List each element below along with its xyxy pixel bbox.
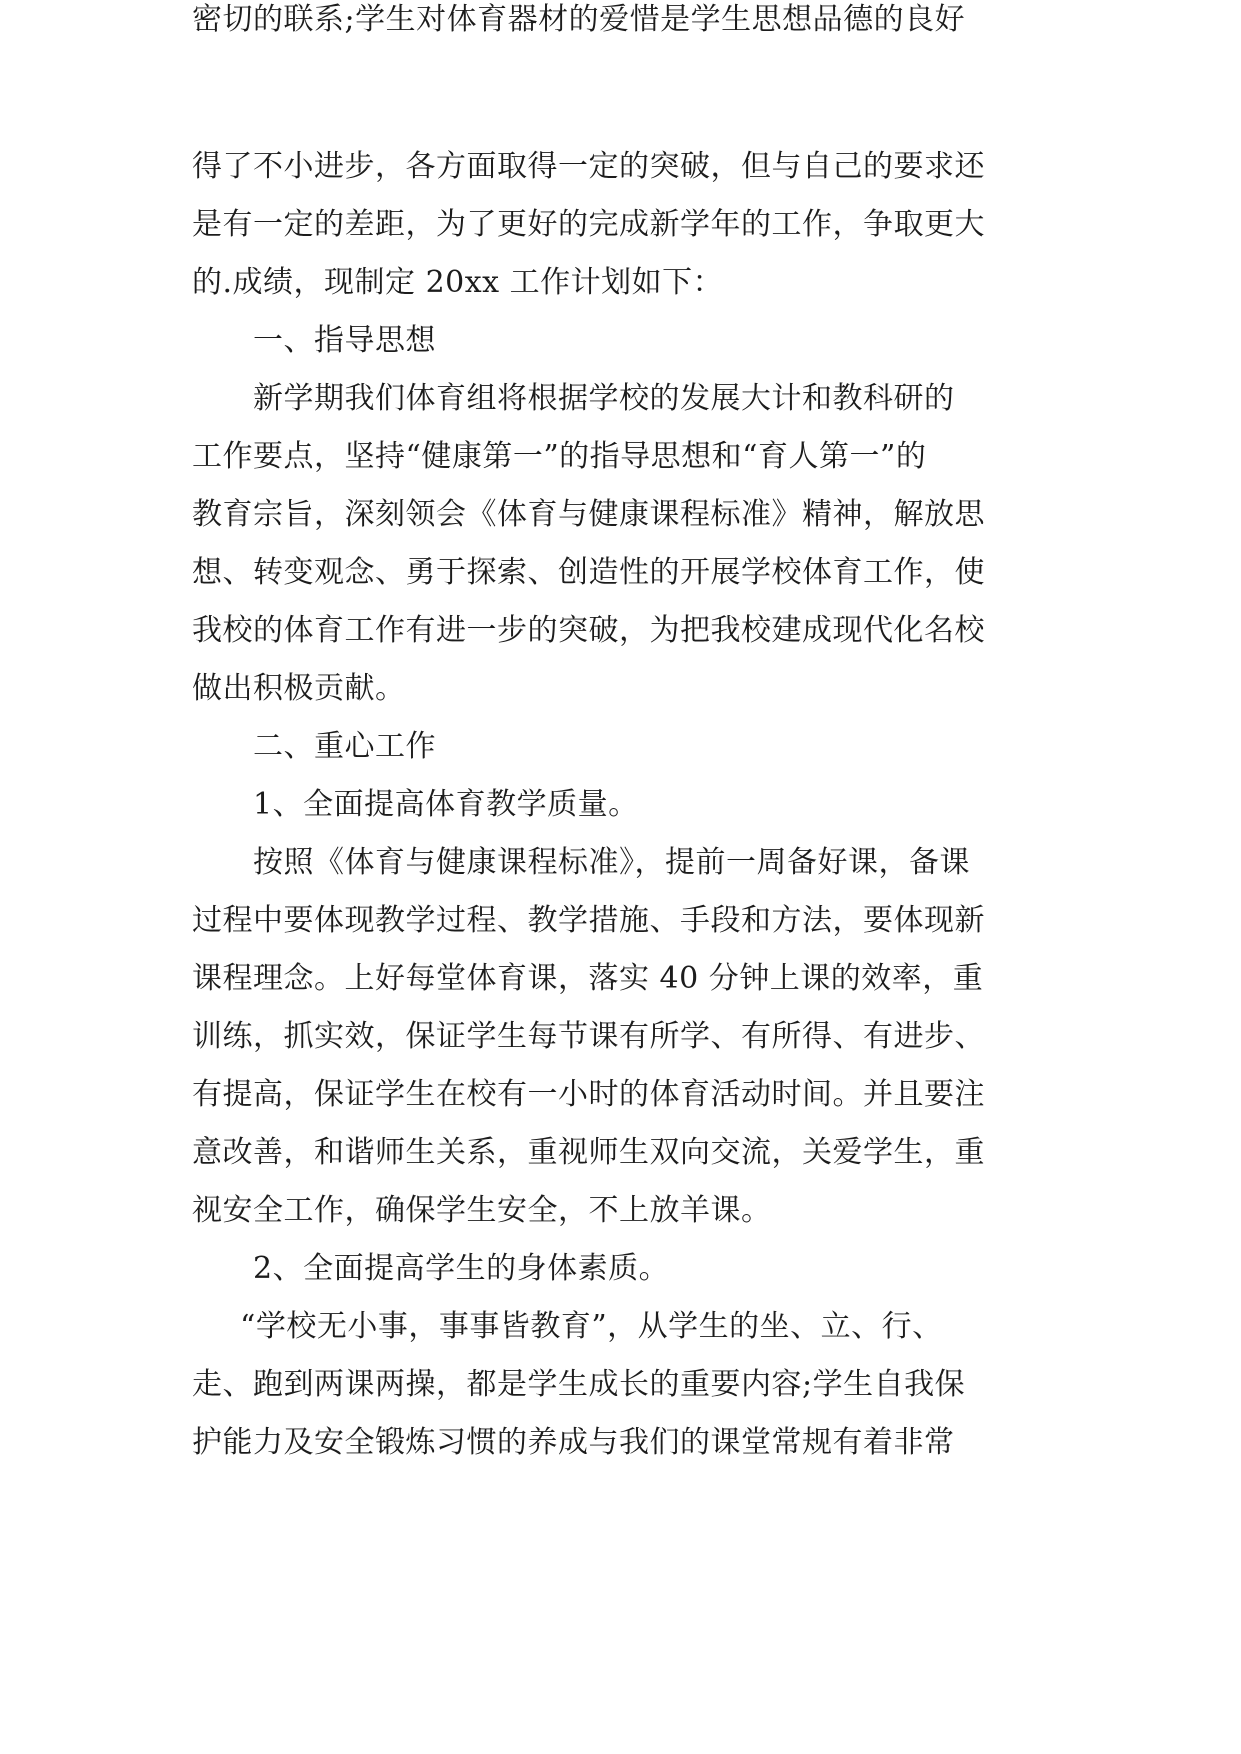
section-heading: 一、指导思想 [253, 323, 436, 358]
section-heading: 二、重心工作 [253, 729, 436, 764]
paragraph-line: “学校无小事，事事皆教育”，从学生的坐、立、行、 [240, 1309, 943, 1344]
paragraph-line: 工作要点，坚持“健康第一”的指导思想和“育人第一”的 [192, 439, 927, 474]
paragraph-line: 走、跑到两课两操，都是学生成长的重要内容;学生自我保 [192, 1367, 966, 1402]
paragraph-line: 做出积极贡献。 [192, 671, 406, 706]
subsection-heading: 2、全面提高学生的身体素质。 [253, 1251, 670, 1286]
paragraph-line: 有提高，保证学生在校有一小时的体育活动时间。并且要注 [192, 1077, 985, 1112]
paragraph-line: 训练，抓实效，保证学生每节课有所学、有所得、有进步、 [192, 1019, 985, 1054]
paragraph-line: 想、转变观念、勇于探索、创造性的开展学校体育工作，使 [192, 555, 985, 590]
paragraph-line: 意改善，和谐师生关系，重视师生双向交流，关爱学生，重 [192, 1135, 985, 1170]
paragraph-line: 视安全工作，确保学生安全，不上放羊课。 [192, 1193, 772, 1228]
paragraph-line: 课程理念。上好每堂体育课，落实 40 分钟上课的效率，重 [192, 961, 984, 996]
paragraph-line: 得了不小进步，各方面取得一定的突破，但与自己的要求还 [192, 149, 985, 184]
paragraph-line: 护能力及安全锻炼习惯的养成与我们的课堂常规有着非常 [192, 1425, 955, 1460]
paragraph-line: 的.成绩，现制定 20xx 工作计划如下： [192, 265, 724, 300]
subsection-heading: 1、全面提高体育教学质量。 [253, 787, 639, 822]
paragraph-line: 我校的体育工作有进一步的突破，为把我校建成现代化名校 [192, 613, 985, 648]
paragraph-line: 新学期我们体育组将根据学校的发展大计和教科研的 [253, 381, 955, 416]
paragraph-line: 过程中要体现教学过程、教学措施、手段和方法，要体现新 [192, 903, 985, 938]
paragraph-line: 按照《体育与健康课程标准》，提前一周备好课，备课 [253, 845, 970, 880]
paragraph-line: 教育宗旨，深刻领会《体育与健康课程标准》精神，解放思 [192, 497, 985, 532]
paragraph-line: 密切的联系;学生对体育器材的爱惜是学生思想品德的良好 [192, 2, 966, 37]
paragraph-line: 是有一定的差距，为了更好的完成新学年的工作，争取更大 [192, 207, 985, 242]
